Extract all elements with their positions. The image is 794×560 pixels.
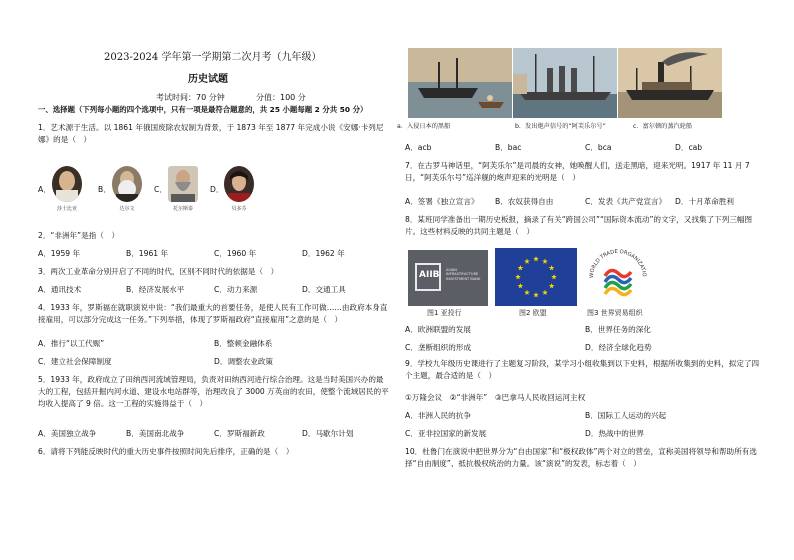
q2-option-b: B．1961 年 [126,249,169,258]
q4-option-c: C．建立社会保障制度 [38,357,112,366]
q8-options-row2 [405,342,652,354]
caption-c: 托尔斯泰 [172,206,193,212]
q8-options-row1 [405,324,651,336]
q4-option-a: A．推行“以工代赈” [38,339,105,348]
question-7: 7．在古罗马神话里，“阿芙乐尔”是司晨的女神，她唤醒人们，送走黑暗，迎来光明。1917 年 11 月 7 日，“阿芙乐尔号”巡洋舰的炮声迎来的光明是（ ） [405,161,750,182]
photo-black-ship [408,48,512,118]
q9-options-row2 [405,428,644,440]
photo-aurora-cruiser [513,48,617,118]
question-6: 6．请将下列能反映时代的重大历史事件按照时间先后排序，正确的是（ ） [38,447,294,456]
q2-option-c: C．1960 年 [214,249,257,258]
q7-option-d: D．十月革命胜利 [675,197,735,206]
portrait-beethoven [224,166,254,202]
question-4: 4．1933 年，罗斯福在就职演说中说：“我们最重大的首要任务，是使人民有工作可做……由政府本身直接雇用，可以部分完成这一任务。”下列举措，体现了罗斯福政府“直接雇用”之意的是（ ） [38,303,388,324]
q3-options [38,284,346,296]
exam-time: 考试时间：70 分钟 [156,93,225,102]
q6-options [405,142,702,154]
q4-options-row1 [38,338,272,350]
caption-d: 贝多芬 [231,206,247,212]
photo-caption-c: c．富尔顿的蒸汽轮船 [633,123,693,130]
photo-caption-a: a．入侵日本的黑船 [397,123,451,130]
portrait-shakespeare [52,166,82,202]
question-2: 2．“非洲年”是指（ ） [38,231,120,240]
question-9: 9．学校九年级历史课进行了主题复习阶段，某学习小组收集到以下史料，根据所收集到的史料，拟定了四个主题，最合适的是（ ） [405,359,760,380]
question-3: 3．两次工业革命分别开启了不同的时代，区别不同时代的依据是（ ） [38,267,279,276]
section-heading: 一、选择题（下列每小题的四个选项中，只有一项是最符合题意的，共 25 小题每题 2 分共 50 分） [38,105,368,114]
q5-option-d: D．马歇尔计划 [302,429,354,438]
q3-option-b: B．经济发展水平 [126,285,185,294]
caption-a: 莎士比亚 [56,206,77,212]
q9-items: ①万隆会议 ②“非洲年” ③巴拿马人民收回运河主权 [405,393,586,402]
q8-option-d: D．经济全球化趋势 [585,343,652,352]
q6-option-b: B．bac [495,143,522,152]
q6-option-c: C．bca [585,143,612,152]
q8-option-c: C．垄断组织的形成 [405,343,472,352]
question-8: 8．某班同学准备出一期历史板报，摘录了有关“跨国公司”“国际资本流动”的文字，又找集了下列三幅图片。这些材料反映的共同主题是（ ） [405,215,753,236]
q6-option-a: A．acb [405,143,432,152]
q1-option-c: C． [154,185,167,194]
q1-option-d: D． [210,185,224,194]
q9-option-a: A．非洲人民的抗争 [405,411,471,420]
q9-option-c: C．亚非拉国家的新发展 [405,429,487,438]
figure-caption-2: 图2 欧盟 [519,309,547,317]
q9-option-b: B．国际工人运动的兴起 [585,411,667,420]
aiib-logo-text: AIIB [419,270,440,280]
figure-caption-3: 图3 世界贸易组织 [587,309,643,317]
q6-option-d: D．cab [675,143,703,152]
q7-options [405,196,734,208]
q8-option-a: A．欧洲联盟的发展 [405,325,471,334]
q7-option-b: B．农奴获得自由 [495,197,554,206]
q2-option-a: A．1959 年 [38,249,81,258]
q4-option-d: D．调整农业政策 [214,357,274,366]
q5-options [38,428,353,440]
q2-option-d: D．1962 年 [302,249,345,258]
exam-score: 分值：100 分 [256,93,306,102]
q8-option-b: B．世界任务的深化 [585,325,651,334]
q4-option-b: B．整顿金融体系 [214,339,273,348]
photo-caption-b: b．发出炮声信号的“阿芙乐尔号” [515,123,606,130]
wto-arc-text: WORLD TRADE ORGANIZATIO [588,248,648,279]
aiib-full-name: ASIAN INFRASTRUCTURE INVESTMENT BANK [446,268,481,281]
q4-options-row2 [38,356,273,368]
q3-option-a: A．通讯技术 [38,285,82,294]
figure-caption-1: 图1 亚投行 [427,309,462,317]
q3-option-c: C．动力来源 [214,285,258,294]
exam-title: 2023-2024 学年第一学期第二次月考（九年级） [104,52,322,63]
logo-wto [585,244,651,308]
q5-option-c: C．罗斯福新政 [214,429,265,438]
q3-option-d: D．交通工具 [302,285,346,294]
logo-aiib [408,250,488,306]
subject-title: 历史试题 [188,74,228,85]
question-1: 1．艺术源于生活。以 1861 年俄国废除农奴制为背景，于 1873 年至 1877 年完成小说《安娜·卡列尼娜》的是（ ） [38,123,384,144]
q5-option-a: A．美国独立战争 [38,429,97,438]
caption-b: 达尔文 [119,206,135,212]
portrait-tolstoy [168,166,198,202]
q7-option-c: C．发表《共产党宣言》 [585,197,667,206]
q2-options [38,248,345,260]
portrait-darwin [112,166,142,202]
q7-option-a: A．签署《独立宣言》 [405,197,479,206]
q1-option-b: B． [98,185,111,194]
q9-options-row1 [405,410,666,422]
photo-steamboat [618,48,722,118]
question-10: 10．杜鲁门在演说中把世界分为“自由国家”和“极权政体”两个对立的营垒，宣称美国将领导和帮助所有选择“自由制度”、抵抗极权统治的力量。该“演说”的发表，标志着（ ） [405,447,757,468]
question-5: 5．1933 年，政府成立了田纳西河流域管理局，负责对田纳西河进行综合治理。这是当时美国兴办的最大的工程，包括开掘内河水道、建设水电站群等，治理改良了 3000 万英亩的农田，使整个流域居民的平均收入提高了 9 倍。这一工程的实施得益于（ ） [38,375,389,408]
q5-option-b: B．美国南北战争 [126,429,185,438]
q9-option-d: D．热战中的世界 [585,429,645,438]
logo-eu-flag [495,248,577,306]
q1-option-a: A． [38,185,51,194]
